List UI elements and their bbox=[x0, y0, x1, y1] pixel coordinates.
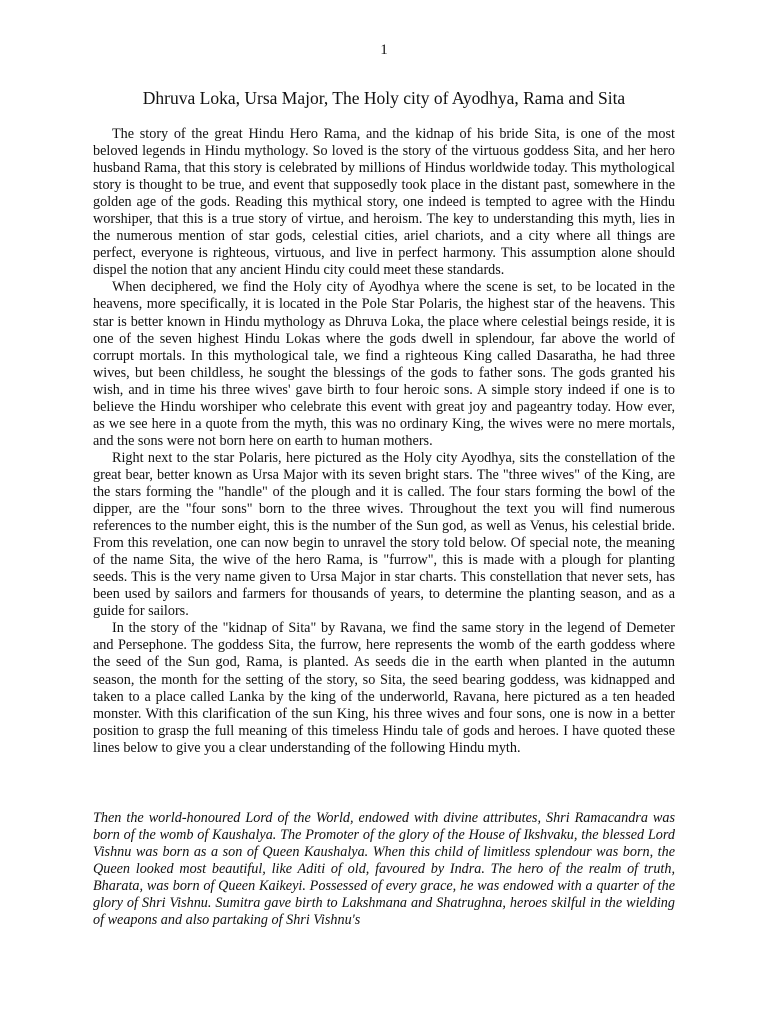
body-text bbox=[93, 126, 675, 757]
page-title: Dhruva Loka, Ursa Major, The Holy city of Ayodhya, Rama and Sita bbox=[142, 88, 626, 108]
paragraph-3: Right next to the star Polaris, here pictured as the Holy city Ayodhya, sits the constellation of the great bear, better known as Ursa Major with its seven bright stars. The "three wives" of the King, are the stars forming the "handle" of the plough and it is called. The four stars forming the bowl of the dipper, are the "four sons" born to the three wives. Throughout the text you will find numerous references to the number eight, this is the number of the Sun god, as well as Venus, his celestial bride. From this revelation, one can now begin to unravel the story told below. Of special note, the meaning of the name Sita, the wive of the hero Rama, is "furrow", this is made with a plough for planting seeds. This is the very name given to Ursa Major in star charts. This constellation that never sets, has been used by sailors and farmers for thousands of years, to determine the planting season, and as a guide for sailors. bbox=[93, 449, 675, 620]
page-number: 1 bbox=[380, 42, 388, 58]
paragraph-1: The story of the great Hindu Hero Rama, and the kidnap of his bride Sita, is one of the most beloved legends in Hindu mythology. So loved is the story of the virtuous goddess Sita, and her hero husband Rama, that this story is celebrated by millions of Hindus worldwide today. This mythological story is thought to be true, and event that supposedly took place in the distant past, somewhere in the golden age of the gods. Reading this mythical story, one indeed is tempted to agree with the Hindu worshiper, that this is a true story of virtue, and heroism. The key to understanding this myth, lies in the numerous mention of star gods, celestial cities, ariel chariots, and a city where all things are perfect, everyone is righteous, virtuous, and live in perfect harmony. This assumption alone should dispel the notion that any ancient Hindu city could meet these standards. bbox=[93, 126, 675, 279]
paragraph-4: In the story of the "kidnap of Sita" by Ravana, we find the same story in the legend of Demeter and Persephone. The goddess Sita, the furrow, here represents the womb of the earth goddess where the seed of the Sun god, Rama, is planted. As seeds die in the earth when planted in the autumn season, the month for the setting of the story, so Sita, the seed bearing goddess, was kidnapped and taken to a place called Lanka by the king of the underworld, Ravana, here pictured as a ten headed monster. With this clarification of the sun King, his three wives and four sons, one is now in a better position to grasp the full meaning of this timeless Hindu tale of gods and heroes. I have quoted these lines below to give you a clear understanding of the following Hindu myth. bbox=[93, 620, 675, 756]
paragraph-2: When deciphered, we find the Holy city of Ayodhya where the scene is set, to be located in the heavens, more specifically, it is located in the Pole Star Polaris, the highest star of the heavens. This star is better known in Hindu mythology as Dhruva Loka, the place where celestial beings reside, it is one of the seven highest Hindu Lokas where the gods dwell in splendour, far above the world of corrupt mortals. In this mythological tale, we find a righteous King called Dasaratha, he had three wives, but been childless, he sought the blessings of the gods to father sons. The gods granted his wish, and in time his three wives' gave birth to four heroic sons. A simple story indeed if one is to believe the Hindu worshiper who celebrate this event with great joy and pageantry today. How ever, as we see here in a quote from the myth, this was no ordinary King, the wives were no mere mortals, and the sons were not born here on earth to human mothers. bbox=[93, 279, 675, 449]
quoted-passage: Then the world-honoured Lord of the World, endowed with divine attributes, Shri Ramacandra was born of the womb of Kaushalya. The Promoter of the glory of the House of Ikshvaku, the blessed Lord Vishnu was born as a son of Queen Kaushalya. When this child of limitless splendour was born, the Queen looked most beautiful, like Aditi of old, favoured by Indra. The hero of the realm of truth, Bharata, was born of Queen Kaikeyi. Possessed of every grace, he was endowed with a quarter of the glory of Shri Vishnu. Sumitra gave birth to Lakshmana and Shatrughna, heroes skilful in the wielding of weapons and also partaking of Shri Vishnu's bbox=[93, 810, 675, 929]
